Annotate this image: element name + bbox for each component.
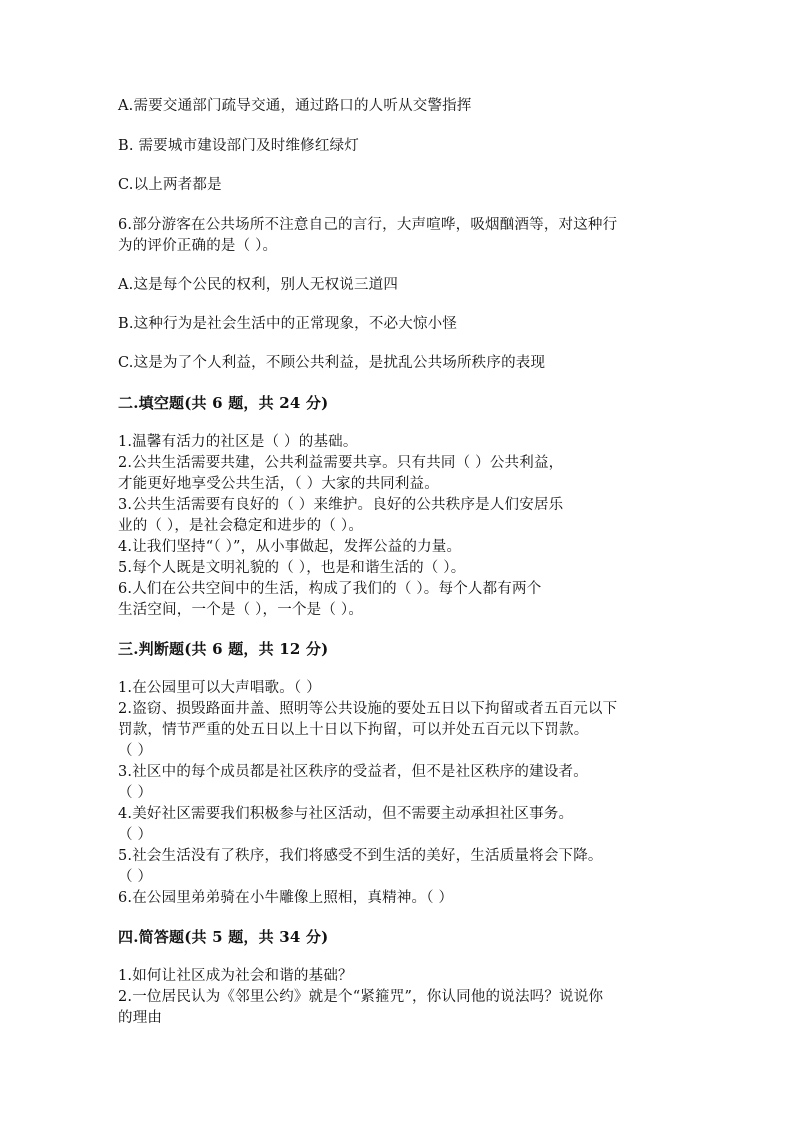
q6-option-c: C.这是为了个人利益，不顾公共利益，是扰乱公共场所秩序的表现 <box>118 355 546 371</box>
judge-line: 3.社区中的每个成员都是社区秩序的受益者，但不是社区秩序的建设者。 <box>118 764 588 780</box>
judge-line: 1.在公园里可以大声唱歌。（ ） <box>118 680 321 696</box>
q6-option-a: A.这是每个公民的权利，别人无权说三道四 <box>118 277 399 293</box>
q5-option-a: A.需要交通部门疏导交通，通过路口的人听从交警指挥 <box>118 98 472 114</box>
judge-line: 4.美好社区需要我们积极参与社区活动，但不需要主动承担社区事务。 <box>118 806 574 822</box>
section-short-answer-heading: 四.简答题(共 5 题，共 34 分) <box>118 928 329 946</box>
fill-line: 业的（ ），是社会稳定和进步的（ ）。 <box>118 518 364 534</box>
short-answer-line: 2.一位居民认为《邻里公约》就是个“紧箍咒”，你认同他的说法吗？说说你 <box>118 989 604 1005</box>
q5-option-b: B. 需要城市建设部门及时维修红绿灯 <box>118 138 359 154</box>
short-answer-line: 的理由 <box>118 1010 163 1026</box>
q6-option-b: B.这种行为是社会生活中的正常现象，不必大惊小怪 <box>118 316 458 332</box>
judge-line: （ ） <box>118 743 153 759</box>
judge-line: 2.盗窃、损毁路面井盖、照明等公共设施的要处五日以下拘留或者五百元以下 <box>118 701 618 717</box>
fill-line: 才能更好地享受公共生活，（ ）大家的共同利益。 <box>118 476 439 492</box>
q6-stem-line2: 为的评价正确的是（ ）。 <box>118 238 278 254</box>
section-fill-blank-heading: 二.填空题(共 6 题，共 24 分) <box>118 394 329 412</box>
fill-line: 生活空间，一个是（ ），一个是（ ）。 <box>118 602 364 618</box>
short-answer-line: 1.如何让社区成为社会和谐的基础？ <box>118 968 353 984</box>
fill-line: 6.人们在公共空间中的生活，构成了我们的（ ）。每个人都有两个 <box>118 581 542 597</box>
q5-option-c: C.以上两者都是 <box>118 177 222 193</box>
fill-line: 2.公共生活需要共建，公共利益需要共享。只有共同（ ）公共利益， <box>118 455 564 471</box>
section-true-false-heading: 三.判断题(共 6 题，共 12 分) <box>118 640 329 658</box>
q6-stem-line1: 6.部分游客在公共场所不注意自己的言行，大声喧哗，吸烟酗酒等，对这种行 <box>118 217 618 233</box>
fill-line: 5.每个人既是文明礼貌的（ ），也是和谐生活的（ ）。 <box>118 560 466 576</box>
judge-line: 罚款，情节严重的处五日以上十日以下拘留，可以并处五百元以下罚款。 <box>118 722 589 738</box>
judge-line: （ ） <box>118 827 153 843</box>
fill-line: 1.温馨有活力的社区是（ ）的基础。 <box>118 434 358 450</box>
fill-line: 3.公共生活需要有良好的（ ）来维护。良好的公共秩序是人们安居乐 <box>118 497 564 513</box>
fill-line: 4.让我们坚持“（ ）”，从小事做起，发挥公益的力量。 <box>118 539 462 555</box>
judge-line: 6.在公园里弟弟骑在小牛雕像上照相，真精神。（ ） <box>118 890 454 906</box>
judge-line: （ ） <box>118 869 153 885</box>
judge-line: （ ） <box>118 785 153 801</box>
judge-line: 5.社会生活没有了秩序，我们将感受不到生活的美好，生活质量将会下降。 <box>118 848 603 864</box>
